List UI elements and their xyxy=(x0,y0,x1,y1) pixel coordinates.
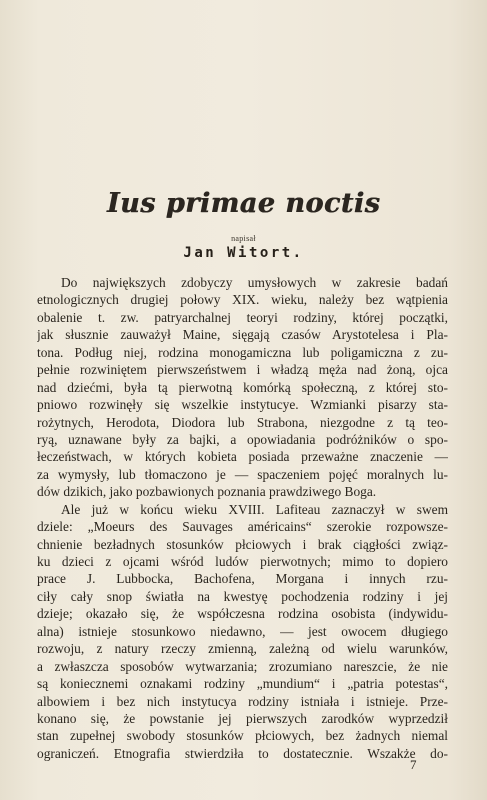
text-line: ku dzieci z ojcami wśród ludów pierwotnych; mimo to dopiero xyxy=(37,554,448,569)
text-line: obalenie t. zw. patryarchalnej teoryi rodziny, której początki, xyxy=(37,309,448,325)
text-line: prace J. Lubbocka, Bachofena, Morgana i innych rzu- xyxy=(37,571,448,587)
text-line: albowiem i bez nich instytucya rodziny istniała i istnieje. Prze- xyxy=(37,693,448,709)
text-line: rożytnych, Herodota, Diodora lub Strabona, niezgodne z tą teo- xyxy=(37,414,448,430)
text-line: Do największych zdobyczy umysłowych w zakresie badań xyxy=(61,275,448,290)
article-body xyxy=(37,274,448,762)
page-number: 7 xyxy=(410,757,417,772)
article-title: Ius primae noctis xyxy=(106,188,381,219)
text-line: ograniczeń. Etnografia stwierdziła to dostatecznie. Wszakże do- xyxy=(37,745,448,761)
text-line: są koniecznemi oznakami rodziny „mundium“ i „patria potestas“, xyxy=(37,676,448,692)
text-line: tona. Podług niej, rodzina monogamiczna lub poligamiczna z zu- xyxy=(37,344,448,360)
text-line: etnologicznych drugiej połowy XIX. wieku, należy bez wątpienia xyxy=(37,292,448,308)
text-line: pełnie rozwiniętem pierwszeństwem i władzą męża nad żoną, ojca xyxy=(37,362,448,378)
byline-label: napisał xyxy=(231,234,256,243)
author-name: Jan Witort. xyxy=(183,245,304,261)
text-line: jak słusznie zauważył Maine, sięgają czasów Arystotelesa i Pla- xyxy=(37,327,448,343)
text-line: pniowo rozwinęły się wszelkie instytucye. Wzmianki pisarzy sta- xyxy=(37,397,448,413)
text-line: konano się, że powstanie jej pierwszych zarodków wyprzedził xyxy=(37,710,448,726)
text-line: za wymysły, lub tłomaczono je — spaczeniem pojęć moralnych lu- xyxy=(37,466,448,482)
text-line: dziele: „Moeurs des Sauvages américains“ szerokie rozpowsze- xyxy=(37,519,448,535)
text-line: dów dzikich, jako pozbawionych poznania prawdziwego Boga. xyxy=(37,484,377,500)
text-line: alna) istnieje stosunkowo niedawno, — jest owocem długiego xyxy=(37,623,448,639)
text-line: chnienie bezładnych stosunków płciowych i brak ciągłości związ- xyxy=(37,536,448,552)
text-line: łeczeństwach, w których kobieta posiada przeważne znaczenie — xyxy=(37,449,448,465)
text-line: ciły cały snop światła na kwestyę pochodzenia rodziny i jej xyxy=(37,588,448,604)
text-line: rozwoju, z natury rzeczy zmienną, zależną od wielu warunków, xyxy=(37,641,448,657)
text-line: nad dziećmi, była tą pierwotną komórką społeczną, z której sto- xyxy=(37,379,448,395)
text-line: Ale już w końcu wieku XVIII. Lafiteau zaznaczył w swem xyxy=(61,501,448,517)
text-line: stan zupełnej swobody stosunków płciowych, bez żadnych niemal xyxy=(37,728,448,744)
text-line: ryą, uznawane były za bajki, a opowiadania podróżników o spo- xyxy=(37,431,448,447)
text-line: a zwłaszcza sposobów wytwarzania; zrozumiano nareszcie, że nie xyxy=(37,658,448,674)
text-line: dzieje; okazało się, że współczesna rodzina osobista (indywidu- xyxy=(37,606,448,622)
